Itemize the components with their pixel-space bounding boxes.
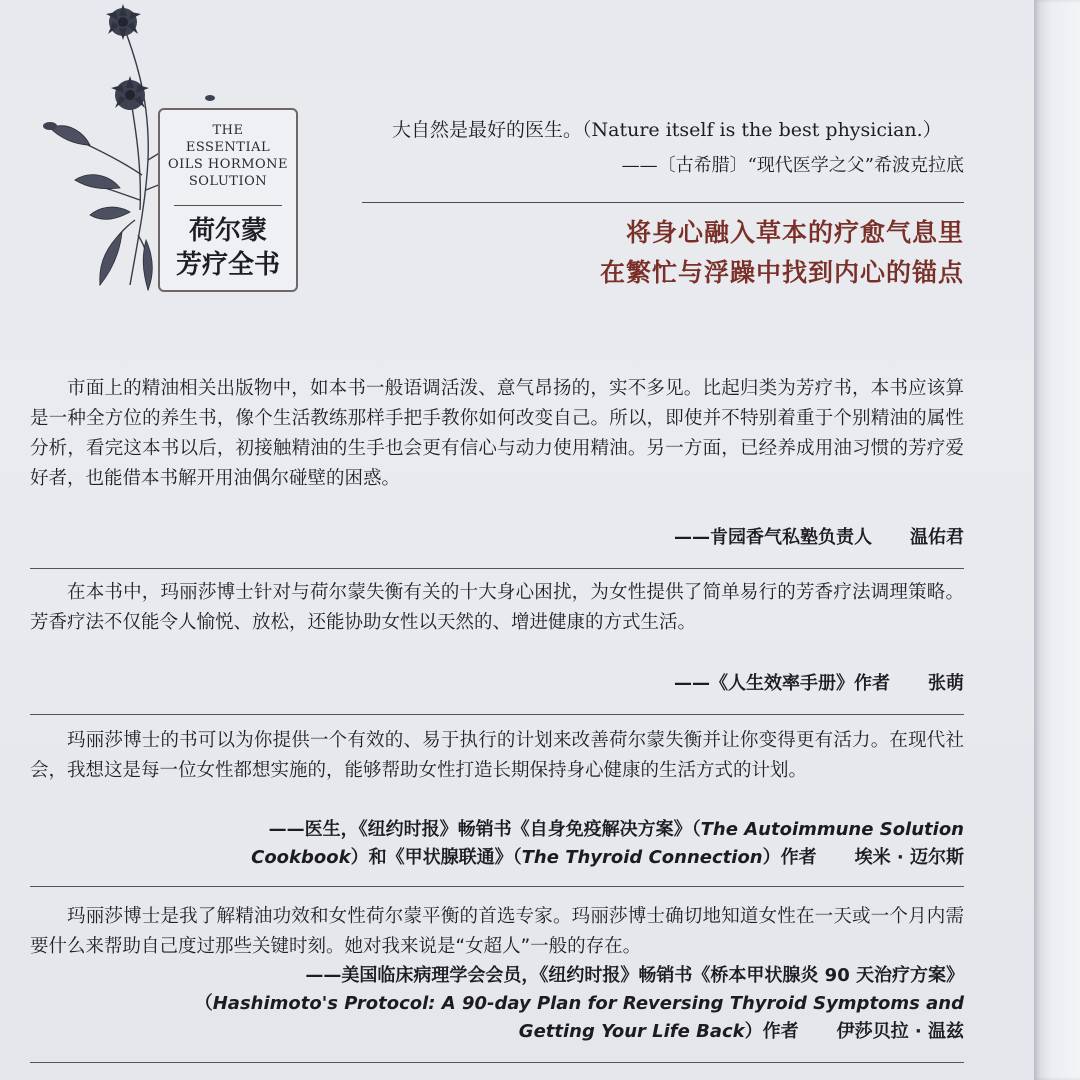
review-2-attribution: ——《人生效率手册》作者 张萌 bbox=[674, 673, 964, 694]
title-badge bbox=[158, 108, 298, 292]
review-2 bbox=[30, 578, 964, 638]
review-divider-1 bbox=[30, 568, 964, 569]
review-4-attribution-line-2: （Hashimoto's Protocol: A 90-day Plan for Reversing Thyroid Symptoms and bbox=[194, 993, 964, 1014]
review-4-attribution-line-1: ——美国临床病理学会会员，《纽约时报》畅销书《桥本甲状腺炎 90 天治疗方案》 bbox=[305, 965, 964, 986]
review-2-text: 在本书中，玛丽莎博士针对与荷尔蒙失衡有关的十大身心困扰，为女性提供了简单易行的芳香疗法调理策略。芳香疗法不仅能令人愉悦、放松，还能协助女性以天然的、增进健康的方式生活。 bbox=[30, 582, 964, 633]
review-divider-2 bbox=[30, 714, 964, 715]
review-divider-4 bbox=[30, 1062, 964, 1063]
english-title: THE ESSENTIAL OILS HORMONE SOLUTION bbox=[167, 123, 289, 189]
review-3-attribution-line-1: ——医生，《纽约时报》畅销书《自身免疫解决方案》（The Autoimmune Solution bbox=[268, 819, 964, 840]
epigraph-attribution: ——〔古希腊〕“现代医学之父”希波克拉底 bbox=[621, 155, 964, 176]
review-1 bbox=[30, 374, 964, 494]
flower-head-top bbox=[106, 4, 141, 40]
review-1-attribution: ——肯园香气私塾负责人 温佑君 bbox=[674, 527, 964, 548]
review-1-text: 市面上的精油相关出版物中，如本书一般语调活泼、意气昂扬的，实不多见。比起归类为芳疗书，本书应该算是一种全方位的养生书，像个生活教练那样手把手教你如何改变自己。所以，即使并不特别着重于个别精油的属性分析，看完这本书以后，初接触精油的生手也会更有信心与动力使用精油。另一方面，已经养成用油习惯的芳疗爱好者，也能借本书解开用油偶尔碰壁的困惑。 bbox=[30, 378, 964, 489]
top-divider bbox=[362, 202, 964, 203]
review-3-text: 玛丽莎博士的书可以为你提供一个有效的、易于执行的计划来改善荷尔蒙失衡并让你变得更有活力。在现代社会，我想这是每一位女性都想实施的，能够帮助女性打造长期保持身心健康的生活方式的计划。 bbox=[30, 730, 964, 781]
epigraph-quote: 大自然是最好的医生。（Nature itself is the best physician.） bbox=[392, 119, 942, 141]
tagline-line-2: 在繁忙与浮躁中找到内心的锚点 bbox=[599, 258, 964, 287]
book-spine-edge bbox=[1034, 0, 1080, 1080]
badge-divider bbox=[174, 205, 282, 206]
review-3 bbox=[30, 726, 964, 786]
tagline-line-1: 将身心融入草本的疗愈气息里 bbox=[625, 218, 964, 247]
review-4-text: 玛丽莎博士是我了解精油功效和女性荷尔蒙平衡的首选专家。玛丽莎博士确切地知道女性在一天或一个月内需要什么来帮助自己度过那些关键时刻。她对我来说是“女超人”一般的存在。 bbox=[30, 906, 964, 957]
review-divider-3 bbox=[30, 886, 964, 887]
flower-head-mid bbox=[111, 76, 149, 110]
review-3-attribution-line-2: Cookbook）和《甲状腺联通》（The Thyroid Connection）作者 埃米 · 迈尔斯 bbox=[251, 847, 964, 868]
review-4-attribution-line-3: Getting Your Life Back）作者 伊莎贝拉 · 温兹 bbox=[518, 1021, 964, 1042]
review-4 bbox=[30, 902, 964, 962]
chinese-title: 荷尔蒙 芳疗全书 bbox=[175, 216, 280, 280]
